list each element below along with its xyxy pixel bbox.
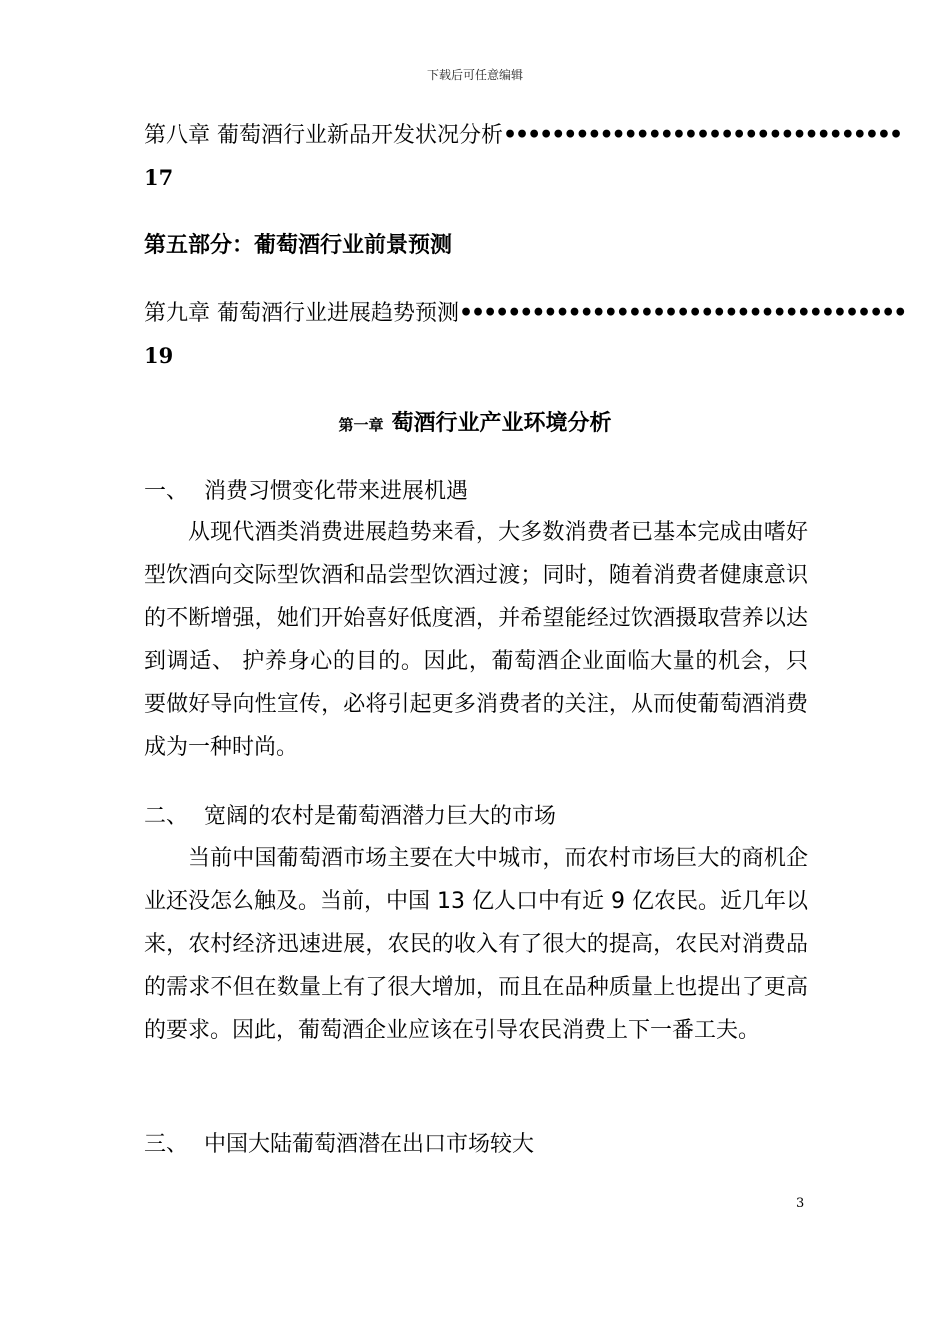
toc-page-number: 17: [144, 165, 174, 190]
toc-title: 第九章 葡萄酒行业进展趋势预测: [144, 301, 459, 326]
chapter-title: [0, 408, 950, 441]
part-heading: 第五部分：葡萄酒行业前景预测: [144, 233, 453, 258]
section-paragraph: 当前中国葡萄酒市场主要在大中城市，而农村市场巨大的商机企业还没怎么触及。当前，中国 13 亿人口中有近 9 亿农民。近几年以来，农村经济迅速进展，农民的收入有了很大的提高，农民对消费品的需求不但在数量上有了很大增加，而且在品种质量上也提出了更高的要求。因此，葡萄酒企业应该在引导农民消费上下一番工夫。: [144, 846, 808, 1043]
toc-entry-chapter-9: [144, 298, 906, 329]
section-heading: [144, 802, 556, 832]
section-title: 宽阔的农村是葡萄酒潜力巨大的市场: [204, 804, 557, 829]
toc-leader-dots: •••••••••••••••••••••••••••••••••: [503, 122, 902, 148]
toc-page-number: 19: [144, 343, 174, 368]
section-paragraph: 从现代酒类消费进展趋势来看，大多数消费者已基本完成由嗜好型饮酒向交际型饮酒和品尝型饮酒过渡；同时，随着消费者健康意识的不断增强，她们开始喜好低度酒，并希望能经过饮酒摄取营养以达到调适、 护养身心的目的。因此，葡萄酒企业面临大量的机会，只要做好导向性宣传，必将引起更多消费者的关注，从而使葡萄酒消费成为一种时尚。: [144, 520, 808, 760]
section-heading: [144, 1130, 534, 1160]
section-title: 消费习惯变化带来进展机遇: [204, 479, 469, 504]
section-number: 二、: [144, 804, 189, 829]
toc-entry-chapter-8: [144, 120, 902, 151]
section-title: 中国大陆葡萄酒潜在出口市场较大: [204, 1132, 535, 1157]
toc-leader-dots: •••••••••••••••••••••••••••••••••••••: [459, 300, 906, 326]
chapter-label: 第一章: [338, 416, 384, 434]
section-number: 三、: [144, 1132, 189, 1157]
section-heading: [144, 477, 468, 507]
page-number: 3: [796, 1196, 805, 1211]
section-number: 一、: [144, 479, 189, 504]
chapter-heading: 萄酒行业产业环境分析: [391, 411, 612, 436]
toc-title: 第八章 葡萄酒行业新品开发状况分析: [144, 123, 503, 148]
page-header: 下载后可任意编辑: [426, 68, 523, 82]
